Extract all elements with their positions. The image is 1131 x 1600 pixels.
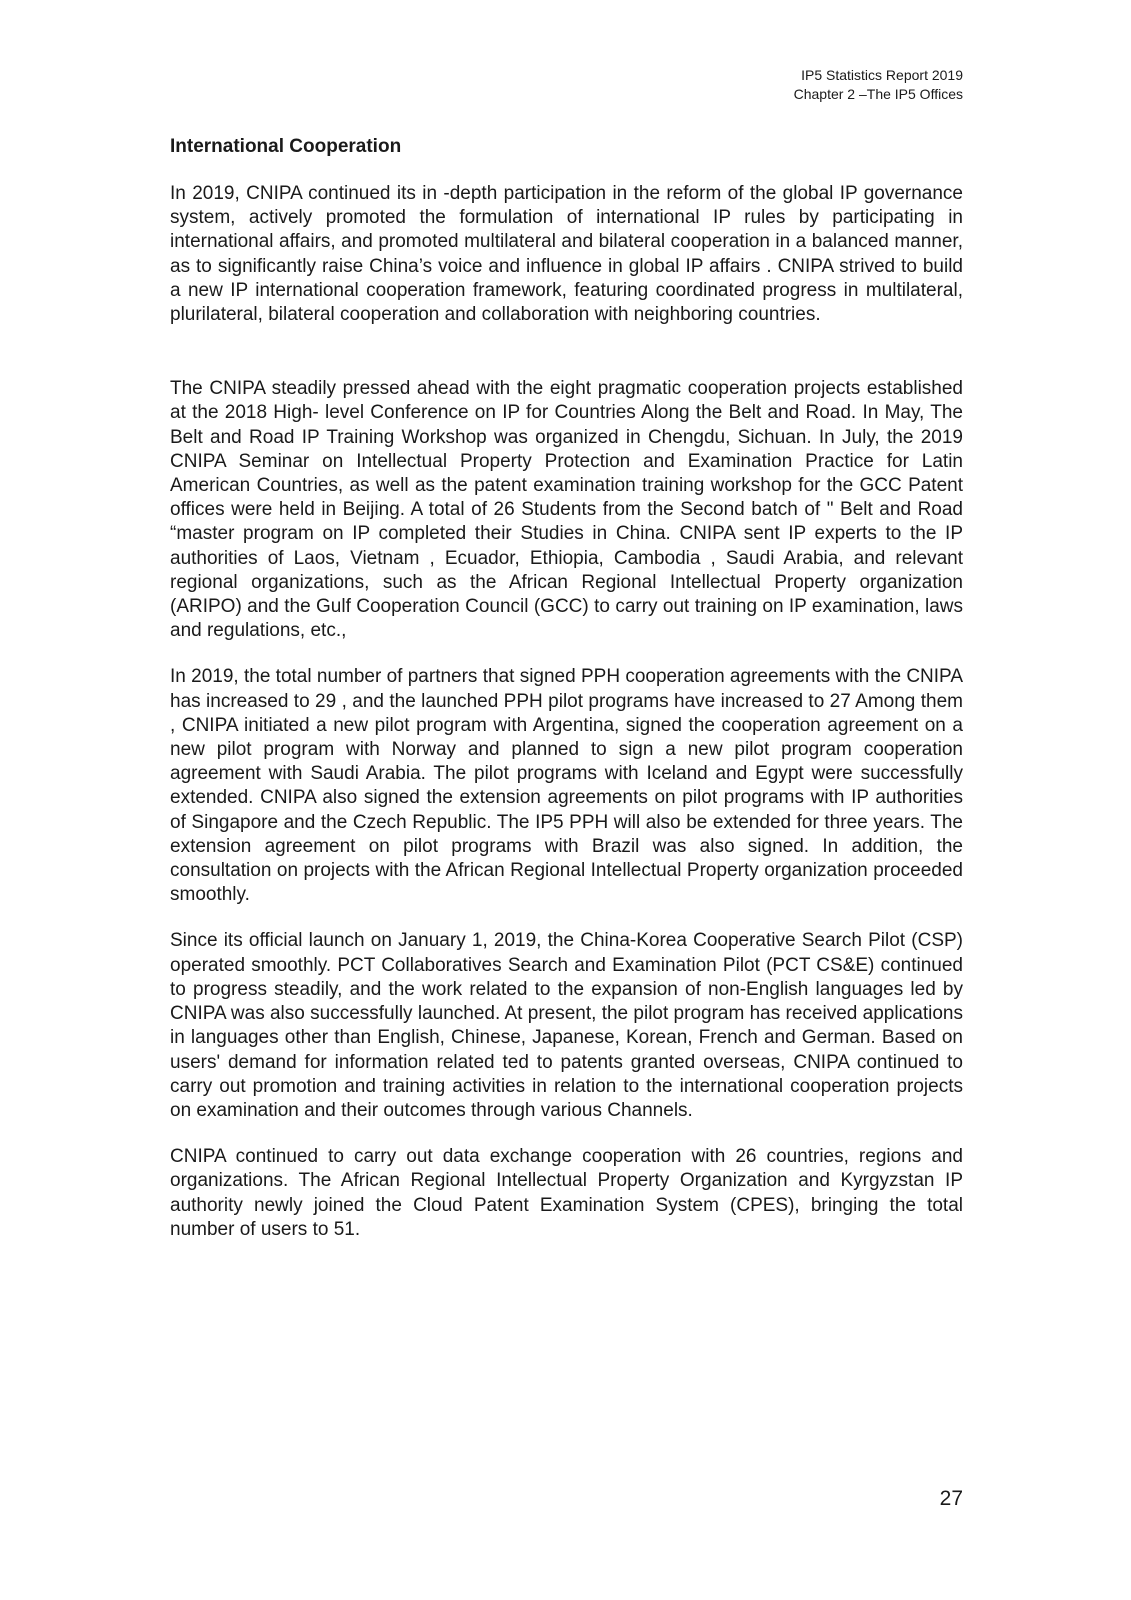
paragraph-search-pilot: Since its official launch on January 1, 2019, the China-Korea Cooperative Search Pilot (CSP) operated smoothly. PCT Collaboratives Search and Examination Pilot (PCT CS&E) continued to progress steadily, and the work related to the expansion of non-English languages led by CNIPA was also successfully launched. At present, the pilot program has received applications in languages other than English, Chinese, Japanese, Korean, French and German. Based on users' demand for information related ted to patents granted overseas, CNIPA continued to carry out promotion and training activities in relation to the international cooperation projects on examination and their outcomes through various Channels. [170,930,963,1121]
page-number: 27 [939,1487,963,1510]
report-title: IP5 Statistics Report 2019 [801,67,963,83]
paragraph-data-exchange: CNIPA continued to carry out data exchange cooperation with 26 countries, regions and organizations. The African Regional Intellectual Property Organization and Kyrgyzstan IP authority newly joined the Cloud Patent Examination System (CPES), bringing the total number of users to 51. [170,1146,963,1240]
running-header [794,66,963,104]
paragraph-belt-and-road: The CNIPA steadily pressed ahead with the eight pragmatic cooperation projects established at the 2018 High- level Conference on IP for Countries Along the Belt and Road. In May, The Belt and Road IP Training Workshop was organized in Chengdu, Sichuan. In July, the 2019 CNIPA Seminar on Intellectual Property Protection and Examination Practice for Latin American Countries, as well as the patent examination training workshop for the GCC Patent offices were held in Beijing. A total of 26 Students from the Second batch of " Belt and Road “master program on IP completed their Studies in China. CNIPA sent IP experts to the IP authorities of Laos, Vietnam , Ecuador, Ethiopia, Cambodia , Saudi Arabia, and relevant regional organizations, such as the African Regional Intellectual Property organization (ARIPO) and the Gulf Cooperation Council (GCC) to carry out training on IP examination, laws and regulations, etc., [170,378,963,642]
main-content [170,134,963,1242]
section-heading: International Cooperation [170,136,402,157]
paragraph-pph: In 2019, the total number of partners that signed PPH cooperation agreements with the CNIPA has increased to 29 , and the launched PPH pilot programs have increased to 27 Among them , CNIPA initiated a new pilot program with Argentina, signed the cooperation agreement on a new pilot program with Norway and planned to sign a new pilot program cooperation agreement with Saudi Arabia. The pilot programs with Iceland and Egypt were successfully extended. CNIPA also signed the extension agreements on pilot programs with IP authorities of Singapore and the Czech Republic. The IP5 PPH will also be extended for three years. The extension agreement on pilot programs with Brazil was also signed. In addition, the consultation on projects with the African Regional Intellectual Property organization proceeded smoothly. [170,666,963,906]
paragraph-governance: In 2019, CNIPA continued its in -depth participation in the reform of the global IP governance system, actively promoted the formulation of international IP rules by participating in international affairs, and promoted multilateral and bilateral cooperation in a balanced manner, as to significantly raise China’s voice and influence in global IP affairs . CNIPA strived to build a new IP international cooperation framework, featuring coordinated progress in multilateral, plurilateral, bilateral cooperation and collaboration with neighboring countries. [170,183,963,326]
chapter-title: Chapter 2 –The IP5 Offices [793,86,963,102]
